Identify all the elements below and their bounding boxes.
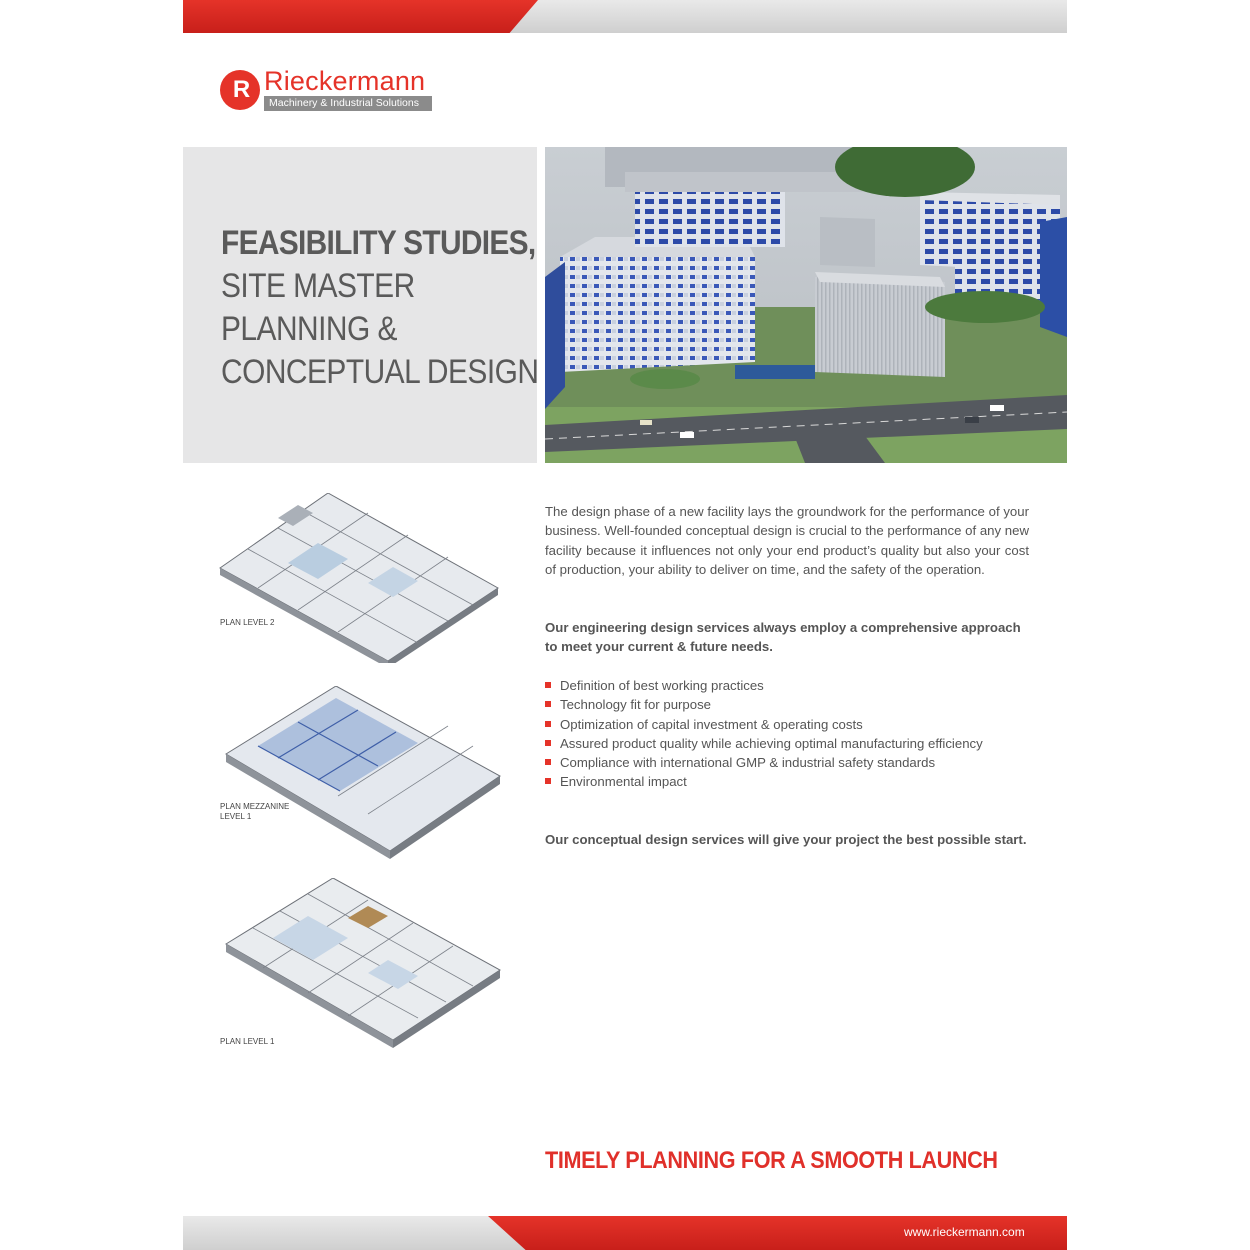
bullet-square-icon [545,721,551,727]
website-link[interactable]: www.rieckermann.com [904,1225,1025,1239]
title-line-4: CONCEPTUAL DESIGN [221,353,539,391]
list-item: Optimization of capital investment & operating costs [545,715,1029,734]
title-line-2: SITE MASTER [221,267,415,305]
rieckermann-logo [220,68,435,114]
tagline-heading: TIMELY PLANNING FOR A SMOOTH LAUNCH [545,1147,998,1174]
bullet-square-icon [545,759,551,765]
plan-label-level-2: PLAN LEVEL 2 [220,618,275,627]
lead-paragraph: Our engineering design services always employ a comprehensive approach to meet your current & future needs. [545,620,1021,655]
benefit-list [545,676,1029,792]
logo-name: Rieckermann [264,66,426,96]
page-title [221,222,537,394]
bullet-square-icon [545,740,551,746]
plan-label-level-1: PLAN LEVEL 1 [220,1037,275,1046]
floor-plan-mezzanine-level-1 [218,686,503,856]
title-line-3: PLANNING & [221,310,397,348]
bullet-square-icon [545,701,551,707]
logo-tagline: Machinery & Industrial Solutions [269,97,419,109]
logo-mark-icon: R [220,70,260,110]
floor-plan-level-1 [218,878,503,1048]
list-item: Environmental impact [545,772,1029,791]
list-item: Compliance with international GMP & industrial safety standards [545,753,1029,772]
closing-statement: Our conceptual design services will give your project the best possible start. [545,832,1027,847]
bullet-square-icon [545,682,551,688]
floor-plan-level-2 [218,493,503,663]
intro-paragraph: The design phase of a new facility lays the groundwork for the performance of your business. Well-founded conceptual design is crucial to the performance of any new facility because it influences not only your end product’s quality but also your cost of production, your ability to deliver on time, and the safety of the operation. [545,504,1029,577]
list-item: Assured product quality while achieving optimal manufacturing efficiency [545,734,1029,753]
list-item: Definition of best working practices [545,676,1029,695]
site-master-plan-rendering [545,147,1067,463]
list-item: Technology fit for purpose [545,695,1029,714]
bullet-square-icon [545,778,551,784]
top-banner-accent [183,0,538,33]
title-line-1: FEASIBILITY STUDIES, [221,224,536,262]
plan-label-mezzanine-level-1: PLAN MEZZANINE LEVEL 1 [220,802,290,821]
